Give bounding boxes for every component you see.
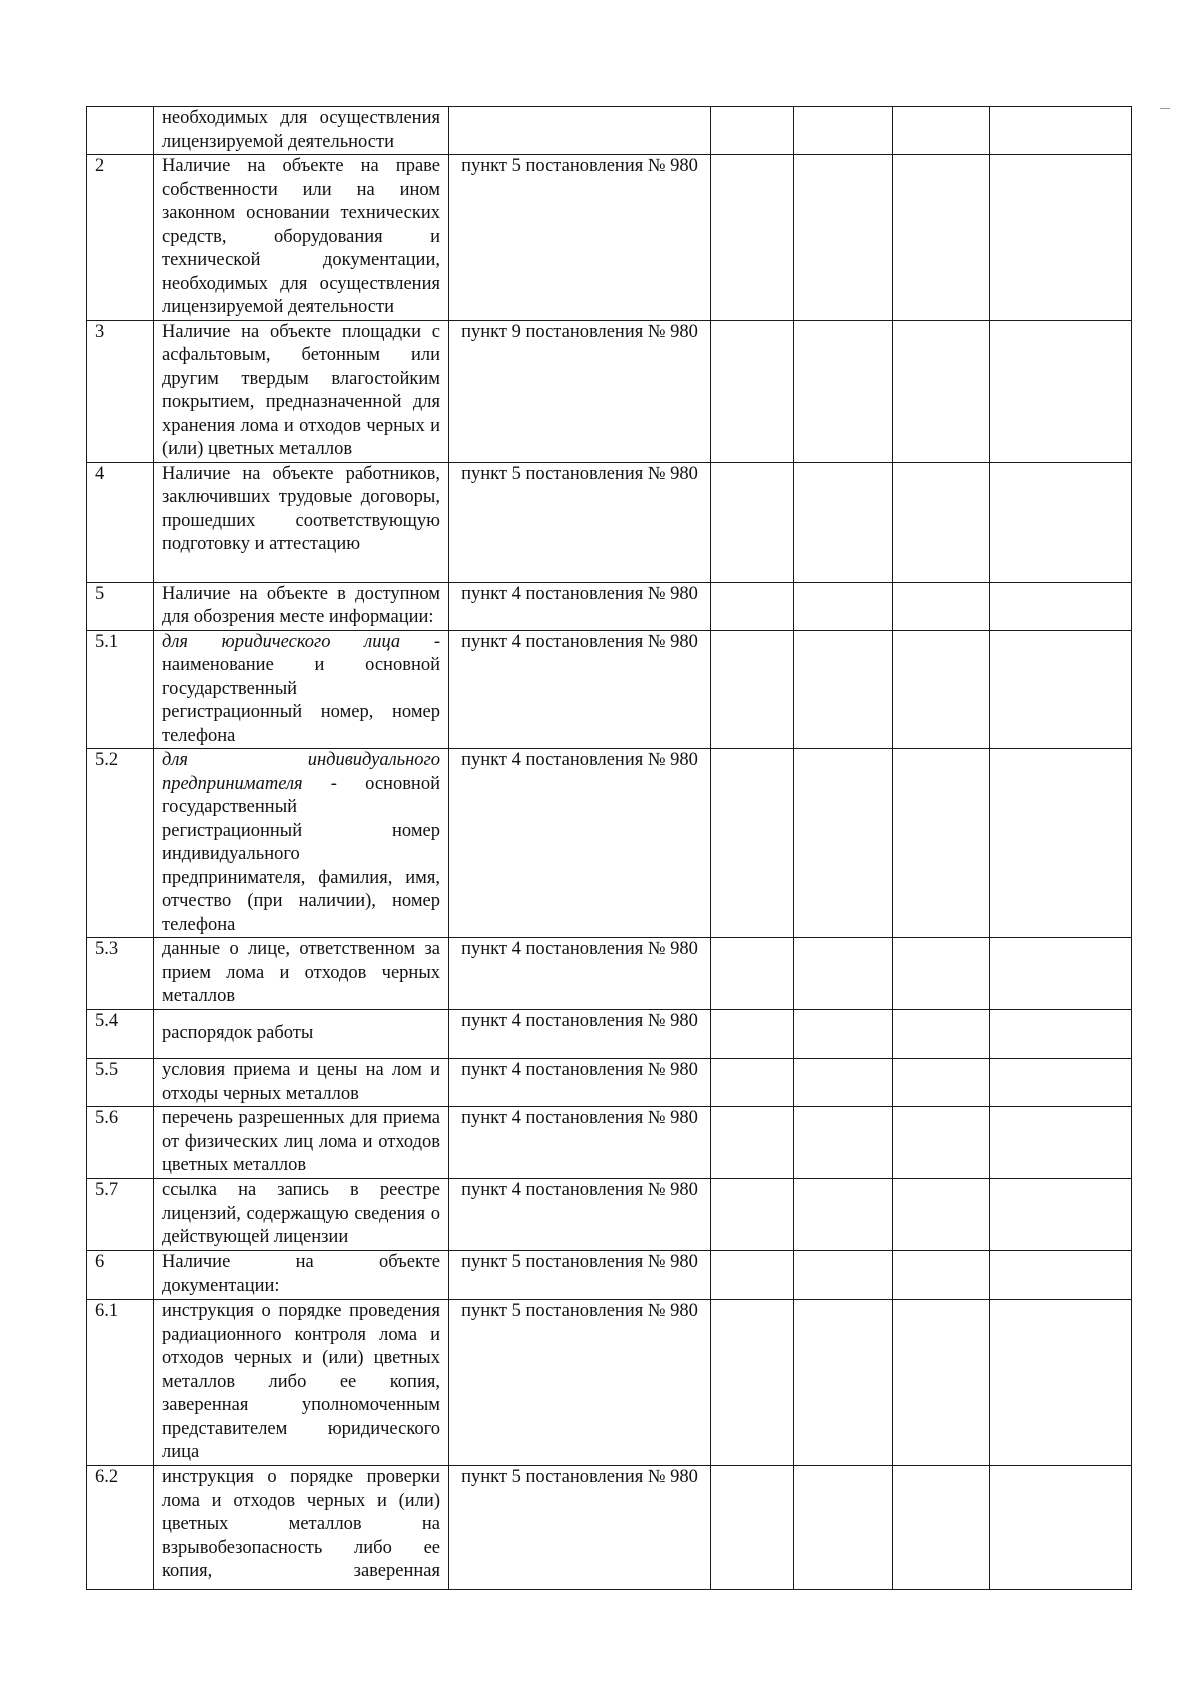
empty-cell	[794, 1179, 893, 1251]
checklist-table	[86, 106, 1132, 1590]
empty-cell	[990, 107, 1132, 155]
row-number: 5.6	[87, 1107, 154, 1179]
empty-cell	[990, 1466, 1132, 1590]
empty-cell	[794, 462, 893, 582]
empty-cell	[990, 938, 1132, 1010]
requirement-italic: для юридического лица	[162, 631, 401, 652]
empty-cell	[990, 1059, 1132, 1107]
empty-cell	[990, 1300, 1132, 1466]
empty-cell	[711, 749, 794, 938]
legal-reference: пункт 4 постановления № 980	[449, 1107, 711, 1179]
legal-reference: пункт 5 постановления № 980	[449, 1300, 711, 1466]
row-number: 5	[87, 582, 154, 630]
legal-reference: пункт 4 постановления № 980	[449, 938, 711, 1010]
row-number: 6.1	[87, 1300, 154, 1466]
requirement-text: инструкция о порядке проверки лома и отходов черных и (или) цветных металлов на взрывобезопасность либо ее копия, заверенная	[154, 1466, 449, 1590]
empty-cell	[990, 320, 1132, 462]
row-number: 5.2	[87, 749, 154, 938]
table-row	[87, 462, 1132, 582]
empty-cell	[711, 1466, 794, 1590]
empty-cell	[711, 462, 794, 582]
legal-reference: пункт 9 постановления № 980	[449, 320, 711, 462]
empty-cell	[990, 1179, 1132, 1251]
legal-reference: пункт 4 постановления № 980	[449, 582, 711, 630]
empty-cell	[711, 1300, 794, 1466]
row-number	[87, 107, 154, 155]
empty-cell	[794, 1107, 893, 1179]
empty-cell	[990, 1107, 1132, 1179]
table-row	[87, 1466, 1132, 1590]
requirement-text: инструкция о порядке проведения радиационного контроля лома и отходов черных и (или) цветных металлов либо ее копия, заверенная уполномоченным представителем юридического лица	[154, 1300, 449, 1466]
legal-reference: пункт 5 постановления № 980	[449, 1466, 711, 1590]
empty-cell	[794, 1466, 893, 1590]
empty-cell	[990, 462, 1132, 582]
empty-cell	[711, 320, 794, 462]
table-row	[87, 1010, 1132, 1059]
requirement-text: Наличие на объекте площадки с асфальтовым, бетонным или другим твердым влагостойким покрытием, предназначенной для хранения лома и отходов черных и (или) цветных металлов	[154, 320, 449, 462]
table-row	[87, 938, 1132, 1010]
empty-cell	[711, 938, 794, 1010]
requirement-italic: для индивидуального предпринимателя	[162, 750, 440, 794]
legal-reference: пункт 4 постановления № 980	[449, 749, 711, 938]
empty-cell	[893, 630, 990, 749]
empty-cell	[794, 320, 893, 462]
empty-cell	[794, 582, 893, 630]
row-number: 6.2	[87, 1466, 154, 1590]
row-number: 5.4	[87, 1010, 154, 1059]
empty-cell	[711, 582, 794, 630]
row-number: 2	[87, 155, 154, 321]
empty-cell	[893, 1466, 990, 1590]
requirement-text: перечень разрешенных для приема от физических лиц лома и отходов цветных металлов	[154, 1107, 449, 1179]
empty-cell	[794, 1300, 893, 1466]
empty-cell	[794, 749, 893, 938]
row-number: 4	[87, 462, 154, 582]
empty-cell	[990, 630, 1132, 749]
row-number: 3	[87, 320, 154, 462]
legal-reference: пункт 4 постановления № 980	[449, 1179, 711, 1251]
table-row	[87, 1251, 1132, 1300]
requirement-text: условия приема и цены на лом и отходы черных металлов	[154, 1059, 449, 1107]
empty-cell	[794, 1010, 893, 1059]
empty-cell	[794, 1059, 893, 1107]
requirement-text	[154, 749, 449, 938]
requirement-text: данные о лице, ответственном за прием лома и отходов черных металлов	[154, 938, 449, 1010]
table-row	[87, 749, 1132, 938]
empty-cell	[794, 938, 893, 1010]
requirement-text: распорядок работы	[154, 1010, 449, 1059]
legal-reference: пункт 5 постановления № 980	[449, 462, 711, 582]
requirement-plain: - наименование и основной государственный регистрационный номер, номер телефона	[162, 631, 440, 746]
empty-cell	[794, 155, 893, 321]
empty-cell	[893, 107, 990, 155]
requirement-text: Наличие на объекте на праве собственности или на ином законном основании технических средств, оборудования и технической документации, необходимых для осуществления лицензируемой деятельности	[154, 155, 449, 321]
empty-cell	[893, 1010, 990, 1059]
table-row	[87, 1179, 1132, 1251]
empty-cell	[990, 1251, 1132, 1300]
table-row	[87, 155, 1132, 321]
legal-reference: пункт 5 постановления № 980	[449, 155, 711, 321]
empty-cell	[893, 749, 990, 938]
empty-cell	[893, 1179, 990, 1251]
empty-cell	[711, 1251, 794, 1300]
empty-cell	[893, 1251, 990, 1300]
empty-cell	[711, 1107, 794, 1179]
legal-reference: пункт 4 постановления № 980	[449, 1059, 711, 1107]
requirement-text: ссылка на запись в реестре лицензий, содержащую сведения о действующей лицензии	[154, 1179, 449, 1251]
empty-cell	[893, 1300, 990, 1466]
requirement-text: Наличие на объекте документации:	[154, 1251, 449, 1300]
empty-cell	[794, 630, 893, 749]
margin-mark	[1160, 108, 1170, 109]
legal-reference: пункт 4 постановления № 980	[449, 630, 711, 749]
requirement-plain: - основной государственный регистрационный номер индивидуального предпринимателя, фамилия, имя, отчество (при наличии), номер телефона	[162, 773, 440, 935]
table-row	[87, 320, 1132, 462]
row-number: 5.5	[87, 1059, 154, 1107]
legal-reference: пункт 4 постановления № 980	[449, 1010, 711, 1059]
row-number: 5.1	[87, 630, 154, 749]
table-row	[87, 582, 1132, 630]
empty-cell	[893, 1107, 990, 1179]
requirement-text: Наличие на объекте работников, заключивших трудовые договоры, прошедших соответствующую подготовку и аттестацию	[154, 462, 449, 582]
requirement-text	[154, 630, 449, 749]
row-number: 5.7	[87, 1179, 154, 1251]
empty-cell	[711, 1179, 794, 1251]
empty-cell	[990, 155, 1132, 321]
table-row	[87, 630, 1132, 749]
requirement-text: необходимых для осуществления лицензируемой деятельности	[154, 107, 449, 155]
empty-cell	[893, 155, 990, 321]
empty-cell	[990, 749, 1132, 938]
legal-reference	[449, 107, 711, 155]
empty-cell	[794, 107, 893, 155]
empty-cell	[711, 1010, 794, 1059]
empty-cell	[794, 1251, 893, 1300]
empty-cell	[711, 630, 794, 749]
empty-cell	[990, 1010, 1132, 1059]
empty-cell	[893, 320, 990, 462]
table-row	[87, 1059, 1132, 1107]
empty-cell	[711, 155, 794, 321]
table-row	[87, 107, 1132, 155]
requirement-text: Наличие на объекте в доступном для обозрения месте информации:	[154, 582, 449, 630]
empty-cell	[893, 1059, 990, 1107]
legal-reference: пункт 5 постановления № 980	[449, 1251, 711, 1300]
empty-cell	[893, 582, 990, 630]
empty-cell	[990, 582, 1132, 630]
table-row	[87, 1107, 1132, 1179]
empty-cell	[893, 938, 990, 1010]
empty-cell	[711, 1059, 794, 1107]
table-row	[87, 1300, 1132, 1466]
empty-cell	[893, 462, 990, 582]
row-number: 6	[87, 1251, 154, 1300]
row-number: 5.3	[87, 938, 154, 1010]
empty-cell	[711, 107, 794, 155]
